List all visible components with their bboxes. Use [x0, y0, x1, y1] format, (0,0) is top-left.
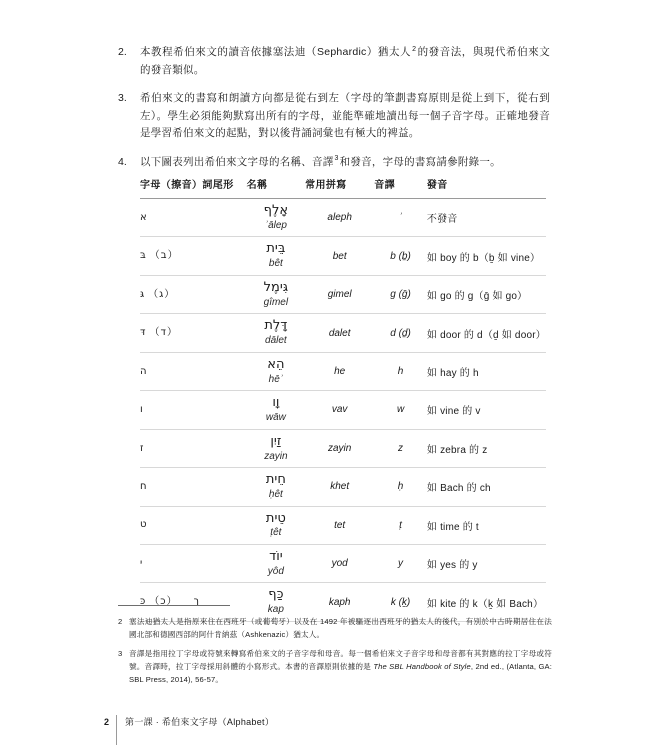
intro-item-number: 4. [118, 155, 127, 168]
cell-letter-name [247, 429, 305, 467]
cell-transliteration: d (ḏ) [390, 327, 411, 339]
letter-name-hebrew: זַיִן [270, 433, 282, 449]
pronunciation-main: 不發音 [426, 214, 458, 226]
cell-letter-forms [140, 391, 247, 429]
letter-name-hebrew: בֵּית [266, 241, 286, 257]
cell-letter-name [247, 314, 305, 352]
footnote-text-part: , 2nd ed., (Atlanta, GA: SBL Press, 2014), 56-57。 [129, 662, 552, 684]
cell-transliteration: g (ḡ) [390, 289, 411, 301]
cell-common-spelling: aleph [327, 212, 352, 224]
letter-name-romanized: ḥêt [268, 489, 283, 500]
letter-name-romanized: dālet [265, 335, 287, 347]
letter-name-hebrew: טֵית [265, 510, 286, 526]
cell-pronunciation [427, 352, 546, 390]
intro-item-text [140, 90, 550, 143]
column-header-spelling: 常用拼寫 [305, 180, 347, 191]
intro-item-text-part: 希伯來文的書寫和朗讀方向都是從右到左（字母的筆劃書寫原則是從上到下，從右到左）。學生必須能夠默寫出所有的字母，並能準確地讀出每一個子音字母。正確地發音是學習希伯來文的起點，對以後背誦詞彙也有極大的裨益。 [140, 92, 550, 139]
cell-pronunciation [427, 314, 546, 352]
cell-common-spelling: tet [334, 519, 346, 531]
letter-name-romanized: ʾālep [264, 219, 287, 231]
hebrew-letter-fricative: （ג） [148, 288, 176, 300]
cell-pronunciation [427, 544, 546, 582]
letter-name-romanized: yôd [267, 565, 284, 577]
pronunciation-main: 如 hay 的 h [426, 367, 479, 379]
letter-name-romanized: kap [267, 604, 284, 616]
cell-transliteration: b (ḇ) [390, 250, 411, 262]
hebrew-letter: א [140, 211, 148, 223]
table-header [140, 176, 546, 199]
hebrew-letter: בּ [140, 250, 147, 262]
table-header-row [140, 176, 546, 199]
footnote-text [129, 647, 552, 686]
cell-letter-name [247, 275, 305, 313]
cell-letter-forms [140, 199, 247, 237]
intro-item-text-part: 的發音法，與現代希伯來文的發音類似。 [140, 46, 550, 76]
pronunciation-main: 如 yes 的 y [426, 560, 478, 572]
footnote-text [129, 615, 552, 641]
pronunciation-alternate: （ḵ 如 Bach） [477, 598, 544, 610]
letter-name-romanized: hēʾ [268, 373, 284, 385]
footnote-text-part: 音譯是指用拉丁字母或符號來轉寫希伯來文的子音字母和母音。每一個希伯來文子音字母和母音都有其對應的拉丁字母或符號。音譯時，拉丁字母採用斜體的小寫形式。本書的音譯原則依據的是 [129, 649, 552, 671]
letter-name-hebrew: הֵא [267, 356, 285, 372]
footnote-reference[interactable]: 2 [412, 45, 417, 53]
pronunciation-main: 如 boy 的 b [426, 252, 479, 264]
cell-letter-forms [140, 468, 247, 506]
page-number: 2 [104, 717, 110, 727]
footnote-item [118, 615, 552, 641]
table-row [140, 237, 546, 275]
pronunciation-main: 如 door 的 d [426, 329, 483, 341]
letter-name-romanized: gîmel [263, 296, 289, 308]
footnote-item [118, 647, 552, 686]
intro-item [118, 90, 550, 143]
cell-pronunciation [427, 391, 546, 429]
pronunciation-main: 如 Bach 的 ch [426, 483, 491, 495]
intro-item-text-part: 和發音，字母的書寫請參附錄一。 [339, 155, 501, 168]
cell-common-spelling: he [334, 365, 346, 377]
hebrew-letter: ח [140, 481, 148, 493]
letter-name-hebrew: דָּלֶת [264, 318, 288, 334]
hebrew-alphabet-table [140, 176, 546, 622]
hebrew-letter: דּ [140, 327, 147, 339]
hebrew-letter: י [140, 557, 144, 569]
intro-item-text [140, 154, 550, 172]
footnote-reference[interactable]: 3 [334, 155, 339, 162]
column-header-pronunciation: 發音 [426, 180, 448, 191]
hebrew-letter: כּ [140, 596, 147, 608]
letter-name-hebrew: יוֹד [269, 548, 283, 564]
column-header-name: 名稱 [246, 180, 268, 191]
cell-transliteration: ʾ [398, 212, 403, 224]
table-row [140, 468, 546, 506]
cell-letter-forms [140, 314, 247, 352]
pronunciation-main: 如 time 的 t [426, 521, 479, 533]
cell-letter-name [247, 352, 305, 390]
cell-pronunciation [427, 429, 546, 467]
intro-item [118, 154, 550, 172]
cell-letter-name [247, 544, 305, 582]
cell-transliteration: ḥ [397, 481, 404, 493]
letter-name-romanized: zayin [264, 450, 288, 462]
footer-chapter-title: 第一課 · 希伯來文字母（Alphabet） [125, 717, 275, 727]
intro-item [118, 44, 550, 79]
pronunciation-main: 如 kite 的 k [426, 598, 478, 610]
intro-item-number: 3. [118, 92, 127, 104]
cell-common-spelling: kaph [328, 596, 351, 608]
column-header-transliteration: 音譯 [374, 180, 396, 191]
letter-name-romanized: wāw [265, 412, 286, 424]
hebrew-letter-fricative: （ד） [149, 327, 178, 339]
pronunciation-alternate: （ḇ 如 vine） [478, 252, 541, 264]
table-row [140, 544, 546, 582]
table-row [140, 314, 546, 352]
table-row [140, 391, 546, 429]
table-row [140, 352, 546, 390]
cell-common-spelling: yod [331, 558, 348, 570]
cell-common-spelling: vav [331, 404, 348, 416]
cell-letter-forms [140, 506, 247, 544]
footnote-number: 3 [118, 649, 123, 658]
hebrew-letter-final-form: ך [193, 596, 200, 608]
footnote-number: 2 [118, 617, 123, 626]
cell-letter-name [247, 391, 305, 429]
cell-transliteration: y [398, 558, 404, 570]
pronunciation-main: 如 zebra 的 z [426, 444, 488, 456]
cell-pronunciation [427, 199, 546, 237]
cell-common-spelling: khet [330, 481, 350, 493]
cell-letter-forms [140, 352, 247, 390]
intro-item-text-part: 本教程希伯來文的讀音依據塞法迪（Sephardic）猶太人 [140, 46, 412, 58]
hebrew-letter: ה [140, 365, 148, 377]
cell-letter-forms [140, 275, 247, 313]
hebrew-letter: ו [140, 404, 144, 416]
letter-name-hebrew: אָלֶף [263, 203, 289, 218]
cell-letter-forms [140, 544, 247, 582]
letter-name-hebrew: כַּף [268, 587, 284, 603]
pronunciation-alternate: （ḡ 如 go） [473, 291, 528, 303]
cell-pronunciation [427, 506, 546, 544]
pronunciation-alternate: （ḏ 如 door） [482, 329, 546, 341]
letter-name-romanized: bêt [268, 258, 283, 270]
cell-transliteration: w [396, 404, 405, 416]
letter-name-hebrew: גִּימֶל [263, 279, 289, 295]
cell-common-spelling: gimel [327, 289, 352, 301]
hebrew-letter-fricative: （ב） [149, 250, 179, 262]
intro-item-text [140, 44, 550, 79]
cell-pronunciation [427, 237, 546, 275]
letter-name-romanized: ṭêt [270, 527, 282, 539]
hebrew-letter-fricative: （כ） [149, 596, 178, 608]
pronunciation-main: 如 go 的 g [426, 291, 474, 303]
cell-transliteration: z [398, 442, 404, 454]
table-row [140, 275, 546, 313]
table-row [140, 199, 546, 237]
cell-common-spelling: zayin [327, 442, 352, 454]
column-header-letter: 字母（擦音）詞尾形 [140, 180, 234, 191]
letter-name-hebrew: חֵית [265, 472, 286, 488]
table-body [140, 199, 546, 622]
cell-common-spelling: bet [332, 250, 347, 262]
cell-common-spelling: dalet [328, 327, 351, 339]
cell-letter-forms [140, 237, 247, 275]
intro-item-number: 2. [118, 46, 127, 58]
letter-name-hebrew: וָו [272, 395, 280, 411]
footnote-list [118, 615, 552, 692]
footer-divider [116, 715, 117, 745]
hebrew-letter: ז [140, 442, 145, 454]
table-row [140, 429, 546, 467]
intro-item-text-part: 以下圖表列出希伯來文字母的名稱、音譯 [140, 155, 334, 168]
footnote-title-italic: The SBL Handbook of Style [373, 662, 471, 671]
cell-letter-name [247, 199, 305, 237]
cell-transliteration: ṭ [399, 519, 402, 531]
hebrew-letter: ט [140, 519, 148, 531]
hebrew-letter: גּ [140, 288, 146, 300]
pronunciation-main: 如 vine 的 v [426, 406, 481, 418]
footnote-text-part: 塞法迪猶太人是指原來住在西班牙（或葡萄牙）以及在 1492 年被驅逐出西班牙的猶太人的後代，有別於中古時期居住在法國北部和德國西部的阿什肯納茲（Ashkenazic）猶太人。 [129, 617, 552, 639]
page-footer [104, 716, 274, 745]
cell-pronunciation [427, 468, 546, 506]
intro-list [118, 44, 550, 182]
cell-transliteration: h [397, 365, 404, 377]
footnote-divider [118, 605, 230, 606]
table-row [140, 506, 546, 544]
cell-letter-name [247, 468, 305, 506]
cell-transliteration: k (ḵ) [390, 596, 411, 608]
cell-pronunciation [427, 275, 546, 313]
cell-letter-name [247, 506, 305, 544]
cell-letter-name [247, 237, 305, 275]
cell-letter-forms [140, 429, 247, 467]
